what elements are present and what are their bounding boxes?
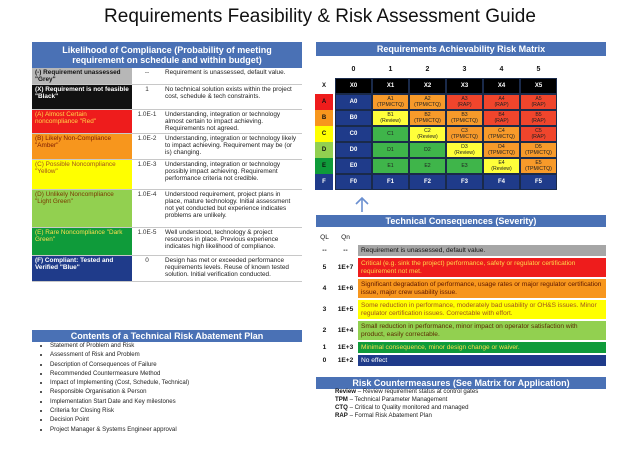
plan-item: • Statement of Problem and Risk	[50, 341, 310, 350]
consequences-header	[316, 215, 606, 227]
plan-item: • Decision Point	[50, 415, 310, 424]
matrix-bottom-label: F4	[483, 174, 520, 190]
consequence-row	[316, 257, 606, 278]
plan-item: • Impact of Implementing (Cost, Schedule, Technical)	[50, 378, 310, 387]
matrix-col-number: 0	[351, 66, 356, 73]
likelihood-code: 0	[132, 256, 162, 282]
plan-item: • Recommended Countermeasure Method	[50, 369, 310, 378]
consequence-row	[316, 354, 606, 367]
matrix-cell: D5 (TPM/CTQ)	[520, 142, 557, 158]
matrix-col-label: X1	[372, 78, 409, 94]
countermeasure-item	[335, 396, 478, 404]
matrix-cell: B3 (TPM/CTQ)	[446, 110, 483, 126]
consequence-value: 1E+4	[333, 320, 358, 341]
matrix-cell: B2 (TPM/CTQ)	[409, 110, 446, 126]
likelihood-row	[32, 68, 302, 85]
matrix-corner: X	[315, 78, 333, 94]
matrix-row-letter: E	[315, 158, 333, 174]
consequence-level: 2	[316, 320, 333, 341]
consequence-level: 1	[316, 341, 333, 354]
likelihood-description: Well understood, technology & project resources in place. Previous experience indicates high likelihood of compliance.	[162, 228, 302, 256]
likelihood-row	[32, 134, 302, 160]
consequence-value: 1E+2	[333, 354, 358, 367]
matrix-cell: B5 (RAP)	[520, 110, 557, 126]
consequence-description: Requirement is unassessed, default value.	[358, 244, 606, 257]
likelihood-row	[32, 228, 302, 256]
matrix-bottom-label: F3	[446, 174, 483, 190]
plan-item: • Implementation Start Date and Key milestones	[50, 397, 310, 406]
likelihood-table	[32, 68, 302, 282]
matrix-cell: E2	[409, 158, 446, 174]
likelihood-description: Understanding, integration or technology likely to impact achieving. Requirement may be (or is) changing.	[162, 134, 302, 160]
matrix-cell: A5 (RAP)	[520, 94, 557, 110]
matrix-col-label: X5	[520, 78, 557, 94]
matrix-col-number: 3	[462, 66, 467, 73]
matrix-bottom-label: F0	[335, 174, 372, 190]
consequence-row	[316, 341, 606, 354]
consequences-header-text: Technical Consequences (Severity)	[385, 215, 537, 226]
consequence-description: Small reduction in performance, minor impact on operator satisfaction with product, easily correctable.	[358, 320, 606, 341]
matrix-cell: E3	[446, 158, 483, 174]
likelihood-label: (X) Requirement is not feasible "Black"	[32, 85, 132, 110]
matrix-cell: A2 (TPM/CTQ)	[409, 94, 446, 110]
likelihood-header-text: Likelihood of Compliance (Probability of meeting requirement on schedule and within budget)	[62, 44, 272, 65]
consequence-level: 0	[316, 354, 333, 367]
matrix-cell: E5 (TPM/CTQ)	[520, 158, 557, 174]
likelihood-description: Understanding, integration or technology possibly impact achieving. Requirement performance criteria not credible.	[162, 160, 302, 190]
matrix-row-letter: F	[315, 174, 333, 190]
consequence-row	[316, 278, 606, 299]
countermeasure-text: – Formal Risk Abatement Plan	[347, 412, 432, 419]
consequence-value: 1E+3	[333, 341, 358, 354]
likelihood-label: (-) Requirement unassessed "Grey"	[32, 68, 132, 85]
plan-item: • Criteria for Closing Risk	[50, 406, 310, 415]
up-arrow-icon	[351, 196, 373, 214]
matrix-col-label: X0	[335, 78, 372, 94]
likelihood-code: --	[132, 68, 162, 85]
likelihood-code: 1.0E-5	[132, 228, 162, 256]
matrix-cell: C5 (RAP)	[520, 126, 557, 142]
countermeasure-key: TPM	[335, 396, 348, 403]
likelihood-label: (A) Almost Certain noncompliance "Red"	[32, 110, 132, 134]
matrix-row-label: C0	[335, 126, 372, 142]
matrix-header	[316, 42, 606, 56]
matrix-col-label: X2	[409, 78, 446, 94]
countermeasure-text: – Technical Parameter Management	[347, 396, 448, 403]
matrix-row-letter: B	[315, 110, 333, 126]
matrix-cell: A4 (RAP)	[483, 94, 520, 110]
likelihood-label: (D) Unlikely Noncompliance "Light Green"	[32, 190, 132, 228]
consequence-description: Some reduction in performance, moderately bad usability or OH&S issues. Minor regulator certification issues. Correctable with effort.	[358, 299, 606, 320]
matrix-col-number: 2	[425, 66, 430, 73]
matrix-cell: A3 (RAP)	[446, 94, 483, 110]
likelihood-description: Requirement is unassessed, default value.	[162, 68, 302, 85]
countermeasure-text: – Critical to Quality monitored and managed	[347, 404, 469, 411]
consequence-value: 1E+6	[333, 278, 358, 299]
consequences-table	[316, 232, 606, 368]
likelihood-description: Design has met or exceeded performance requirements levels. Reuse of known tested solution. Initial verification conducted.	[162, 256, 302, 282]
matrix-row-letter: C	[315, 126, 333, 142]
matrix-cell: D4 (TPM/CTQ)	[483, 142, 520, 158]
matrix-cell: C4 (TPM/CTQ)	[483, 126, 520, 142]
matrix-cell: D3 (Review)	[446, 142, 483, 158]
matrix-row-label: E0	[335, 158, 372, 174]
consequences-header-row	[316, 232, 606, 244]
likelihood-label: (C) Possible Noncompliance "Yellow"	[32, 160, 132, 190]
consequence-value: 1E+7	[333, 257, 358, 278]
matrix-bottom-label: F2	[409, 174, 446, 190]
matrix-col-label: X4	[483, 78, 520, 94]
consequence-level: --	[316, 244, 333, 257]
matrix-row-label: B0	[335, 110, 372, 126]
likelihood-code: 1.0E-2	[132, 134, 162, 160]
consequence-level: 4	[316, 278, 333, 299]
matrix-bottom-label: F5	[520, 174, 557, 190]
matrix-col-number: 4	[499, 66, 504, 73]
plan-item: • Description of Consequences of Failure	[50, 360, 310, 369]
countermeasure-key: RAP	[335, 412, 348, 419]
countermeasures-list	[335, 388, 478, 420]
countermeasure-item	[335, 388, 478, 396]
countermeasure-item	[335, 412, 478, 420]
matrix-row-letter: D	[315, 142, 333, 158]
likelihood-description: No technical solution exists within the project cost, schedule & tech constraints.	[162, 85, 302, 110]
likelihood-description: Understanding, integration or technology almost certain to impact achieving. Requirements not agreed.	[162, 110, 302, 134]
consequence-value: 1E+5	[333, 299, 358, 320]
consequence-value: --	[333, 244, 358, 257]
countermeasure-text: – Review requirement status at control gates	[356, 388, 479, 395]
matrix-col-number: 1	[388, 66, 393, 73]
page-title: Requirements Feasibility & Risk Assessment Guide	[104, 6, 536, 27]
matrix-row-letter: A	[315, 94, 333, 110]
likelihood-label: (F) Compliant: Tested and Verified "Blue"	[32, 256, 132, 282]
consequence-level: 5	[316, 257, 333, 278]
matrix-col-label: X3	[446, 78, 483, 94]
matrix-cell: C2 (Review)	[409, 126, 446, 142]
likelihood-row	[32, 110, 302, 134]
matrix-cell: D2	[409, 142, 446, 158]
likelihood-code: 1	[132, 85, 162, 110]
likelihood-code: 1.0E-1	[132, 110, 162, 134]
countermeasure-item	[335, 404, 478, 412]
consequence-description: Significant degradation of performance, usage rates or major regulator certification issue, major crew usability issue.	[358, 278, 606, 299]
plan-item: • Assessment of Risk and Problem	[50, 350, 310, 359]
matrix-header-text: Requirements Achievability Risk Matrix	[376, 43, 546, 54]
plan-item: • Project Manager & Systems Engineer approval	[50, 425, 310, 434]
plan-header-text: Contents of a Technical Risk Abatement Plan	[70, 330, 264, 341]
consequence-description: No effect	[358, 354, 606, 367]
countermeasure-key: Review	[335, 388, 357, 395]
matrix-row-label: A0	[335, 94, 372, 110]
matrix-cell: E1	[372, 158, 409, 174]
consequences-col-header: QL	[316, 232, 333, 244]
likelihood-description: Understood requirement, project plans in place, mature technology. Initial assessment not yet conducted but experience indicates problems are unlikely.	[162, 190, 302, 228]
consequences-col-header: Qn	[333, 232, 358, 244]
matrix-cell: B1 (Review)	[372, 110, 409, 126]
matrix-cell: E4 (Review)	[483, 158, 520, 174]
consequence-level: 3	[316, 299, 333, 320]
matrix-cell: C1	[372, 126, 409, 142]
consequence-row	[316, 244, 606, 257]
plan-item: • Responsible Organisation & Person	[50, 387, 310, 396]
likelihood-label: (E) Rare Noncompliance "Dark Green"	[32, 228, 132, 256]
consequences-spacer	[358, 232, 606, 244]
likelihood-row	[32, 160, 302, 190]
likelihood-row	[32, 190, 302, 228]
likelihood-label: (B) Likely Non-Compliance "Amber"	[32, 134, 132, 160]
consequence-description: Critical (e.g. sink the project) performance, safety or regulator certification requirement not met.	[358, 257, 606, 278]
matrix-row-label: D0	[335, 142, 372, 158]
matrix-col-number: 5	[536, 66, 541, 73]
countermeasure-key: CTQ	[335, 404, 348, 411]
likelihood-header	[32, 42, 302, 68]
likelihood-row	[32, 85, 302, 110]
matrix-cell: B4 (RAP)	[483, 110, 520, 126]
matrix-bottom-label: F1	[372, 174, 409, 190]
likelihood-code: 1.0E-3	[132, 160, 162, 190]
countermeasures-header-text: Risk Countermeasures (See Matrix for Application)	[352, 377, 570, 388]
plan-list	[36, 341, 310, 434]
consequence-description: Minimal consequence, minor design change or waiver.	[358, 341, 606, 354]
likelihood-row	[32, 256, 302, 282]
consequence-row	[316, 320, 606, 341]
matrix-cell: D1	[372, 142, 409, 158]
matrix-cell: A1 (TPM/CTQ)	[372, 94, 409, 110]
matrix-cell: C3 (TPM/CTQ)	[446, 126, 483, 142]
likelihood-code: 1.0E-4	[132, 190, 162, 228]
consequence-row	[316, 299, 606, 320]
